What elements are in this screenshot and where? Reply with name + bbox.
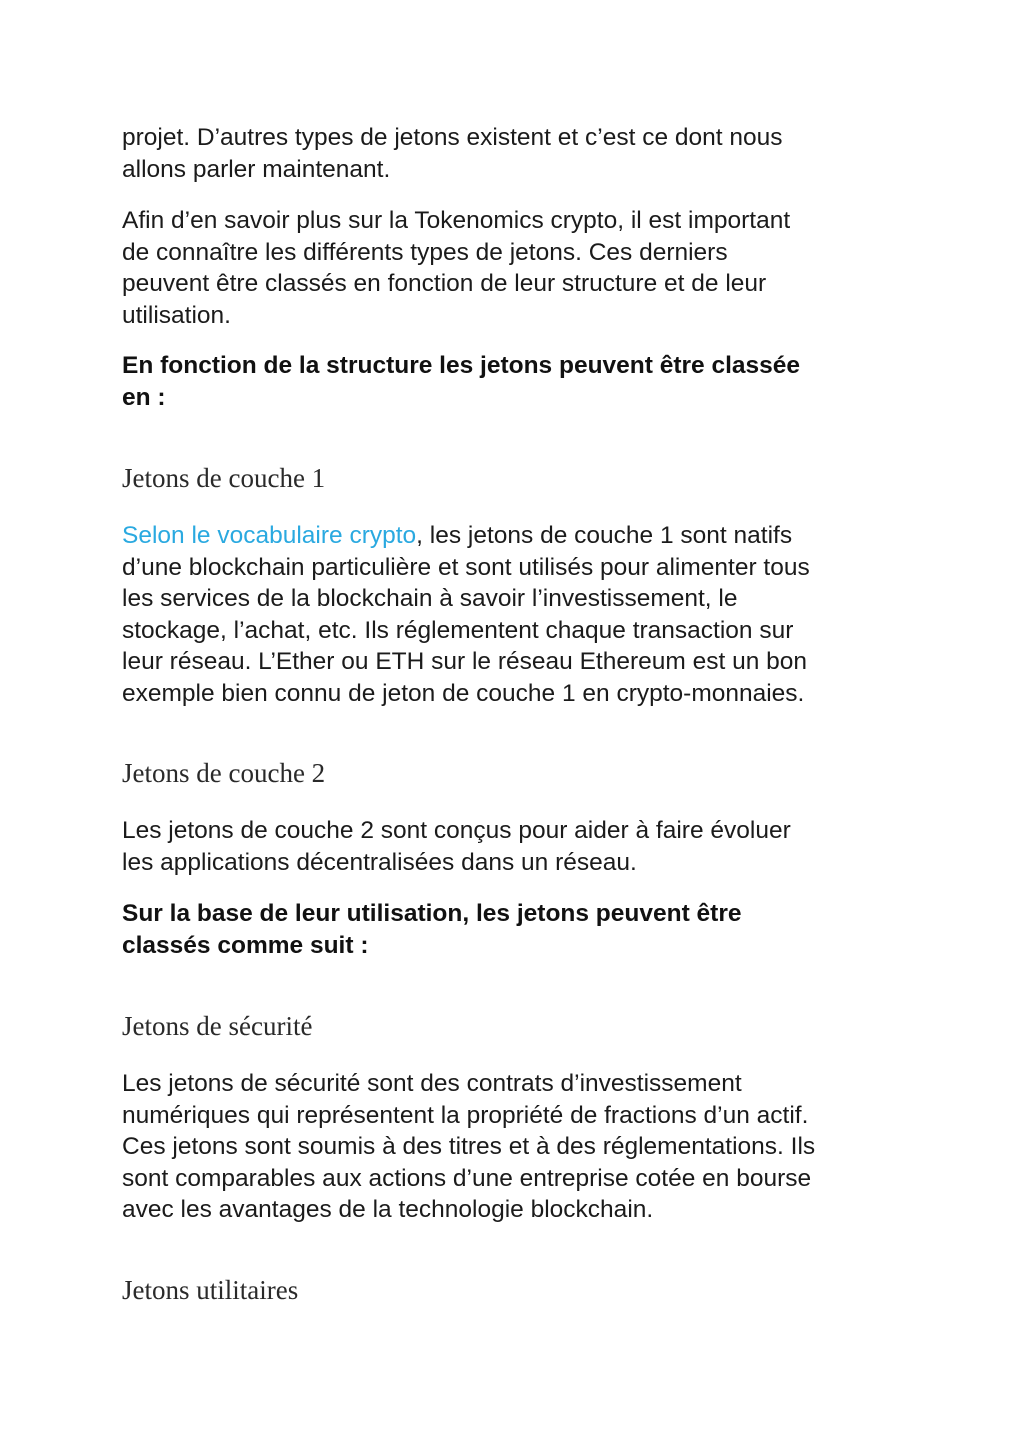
text-line: projet. D’autres types de jetons existent et c’est ce dont nous: [122, 124, 783, 151]
text-line: d’une blockchain particulière et sont utilisés pour alimenter tous: [122, 553, 810, 581]
text-line: avec les avantages de la technologie blockchain.: [122, 1196, 654, 1223]
text-line: peuvent être classés en fonction de leur structure et de leur: [122, 270, 767, 297]
text-line: leur réseau. L’Ether ou ETH sur le réseau Ethereum est un bon: [122, 648, 808, 675]
text-line: sont comparables aux actions d’une entreprise cotée en bourse: [122, 1164, 812, 1192]
heading-couche-1: Jetons de couche 1: [122, 463, 326, 493]
paragraph-intro-continuation: [122, 122, 912, 185]
text-line: Les jetons de couche 2 sont conçus pour aider à faire évoluer: [122, 817, 791, 844]
paragraph-couche-1: [122, 520, 912, 709]
paragraph-couche-2: [122, 815, 912, 878]
text-line: numériques qui représentent la propriété de fractions d’un actif.: [122, 1101, 809, 1129]
text-line: Ces jetons sont soumis à des titres et à des réglementations. Ils: [122, 1133, 816, 1160]
text-line: allons parler maintenant.: [122, 155, 391, 183]
heading-usage: [122, 898, 912, 961]
text-line: En fonction de la structure les jetons peuvent être classée: [122, 352, 801, 379]
text-line: les applications décentralisées dans un réseau.: [122, 848, 637, 876]
text-line: [122, 520, 912, 552]
text-line: Les jetons de sécurité sont des contrats d’investissement: [122, 1070, 742, 1097]
text-line: de connaître les différents types de jetons. Ces derniers: [122, 238, 728, 266]
text-line: les services de la blockchain à savoir l’investissement, le: [122, 585, 738, 612]
paragraph-tokenomics: [122, 205, 912, 331]
text-line: utilisation.: [122, 301, 231, 329]
paragraph-securite: [122, 1068, 912, 1226]
text-fragment: , les jetons de couche 1 sont natifs: [416, 522, 793, 549]
heading-couche-2: Jetons de couche 2: [122, 758, 326, 788]
text-line: classés comme suit :: [122, 931, 369, 959]
heading-securite: Jetons de sécurité: [122, 1011, 313, 1041]
heading-utilitaires: Jetons utilitaires: [122, 1275, 299, 1305]
heading-structure: [122, 350, 912, 413]
text-line: en :: [122, 383, 166, 411]
text-line: stockage, l’achat, etc. Ils réglementent chaque transaction sur: [122, 616, 794, 644]
text-line: exemple bien connu de jeton de couche 1 en crypto-monnaies.: [122, 679, 805, 707]
vocabulaire-crypto-link[interactable]: Selon le vocabulaire crypto: [122, 522, 417, 549]
text-line: Sur la base de leur utilisation, les jetons peuvent être: [122, 900, 742, 927]
text-line: Afin d’en savoir plus sur la Tokenomics crypto, il est important: [122, 207, 791, 234]
